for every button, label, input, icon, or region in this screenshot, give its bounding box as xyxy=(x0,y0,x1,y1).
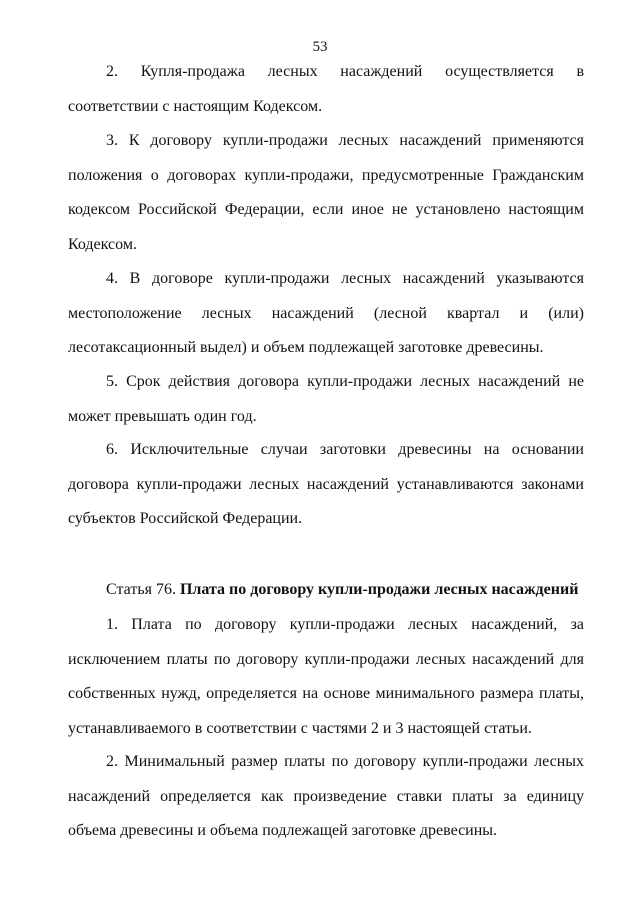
article-heading xyxy=(106,580,606,600)
article-paragraph-1: 1. Плата по договору купли-продажи лесных насаждений, за исключением платы по договору купли-продажи лесных насаждений для собственных нужд, определяется на основе минимального размера платы, устанавливаемого в соответствии с частями 2 и 3 настоящей статьи. xyxy=(68,616,584,737)
paragraph-item-4: 4. В договоре купли-продажи лесных насаждений указываются местоположение лесных насаждений (лесной квартал и (или) лесотаксационный выдел) и объем подлежащей заготовке древесины. xyxy=(68,270,584,356)
paragraph-item-3: 3. К договору купли-продажи лесных насаждений применяются положения о договорах купли-продажи, предусмотренные Гражданским кодексом Российской Федерации, если иное не установлено настоящим Кодексом. xyxy=(68,132,584,253)
article-title: Плата по договору купли-продажи лесных насаждений xyxy=(179,581,579,598)
article-label: Статья 76. xyxy=(106,581,176,598)
page-number: 53 xyxy=(312,39,328,55)
paragraph-item-5: 5. Срок действия договора купли-продажи лесных насаждений не может превышать один год. xyxy=(68,373,584,425)
paragraph-item-2: 2. Купля-продажа лесных насаждений осуществляется в соответствии с настоящим Кодексом. xyxy=(68,63,584,115)
paragraph-item-6: 6. Исключительные случаи заготовки древесины на основании договора купли-продажи лесных насаждений устанавливаются законами субъектов Российской Федерации. xyxy=(68,441,584,527)
article-paragraph-2: 2. Минимальный размер платы по договору купли-продажи лесных насаждений определяется как произведение ставки платы за единицу объема древесины и объема подлежащей заготовке древесины. xyxy=(68,753,584,839)
